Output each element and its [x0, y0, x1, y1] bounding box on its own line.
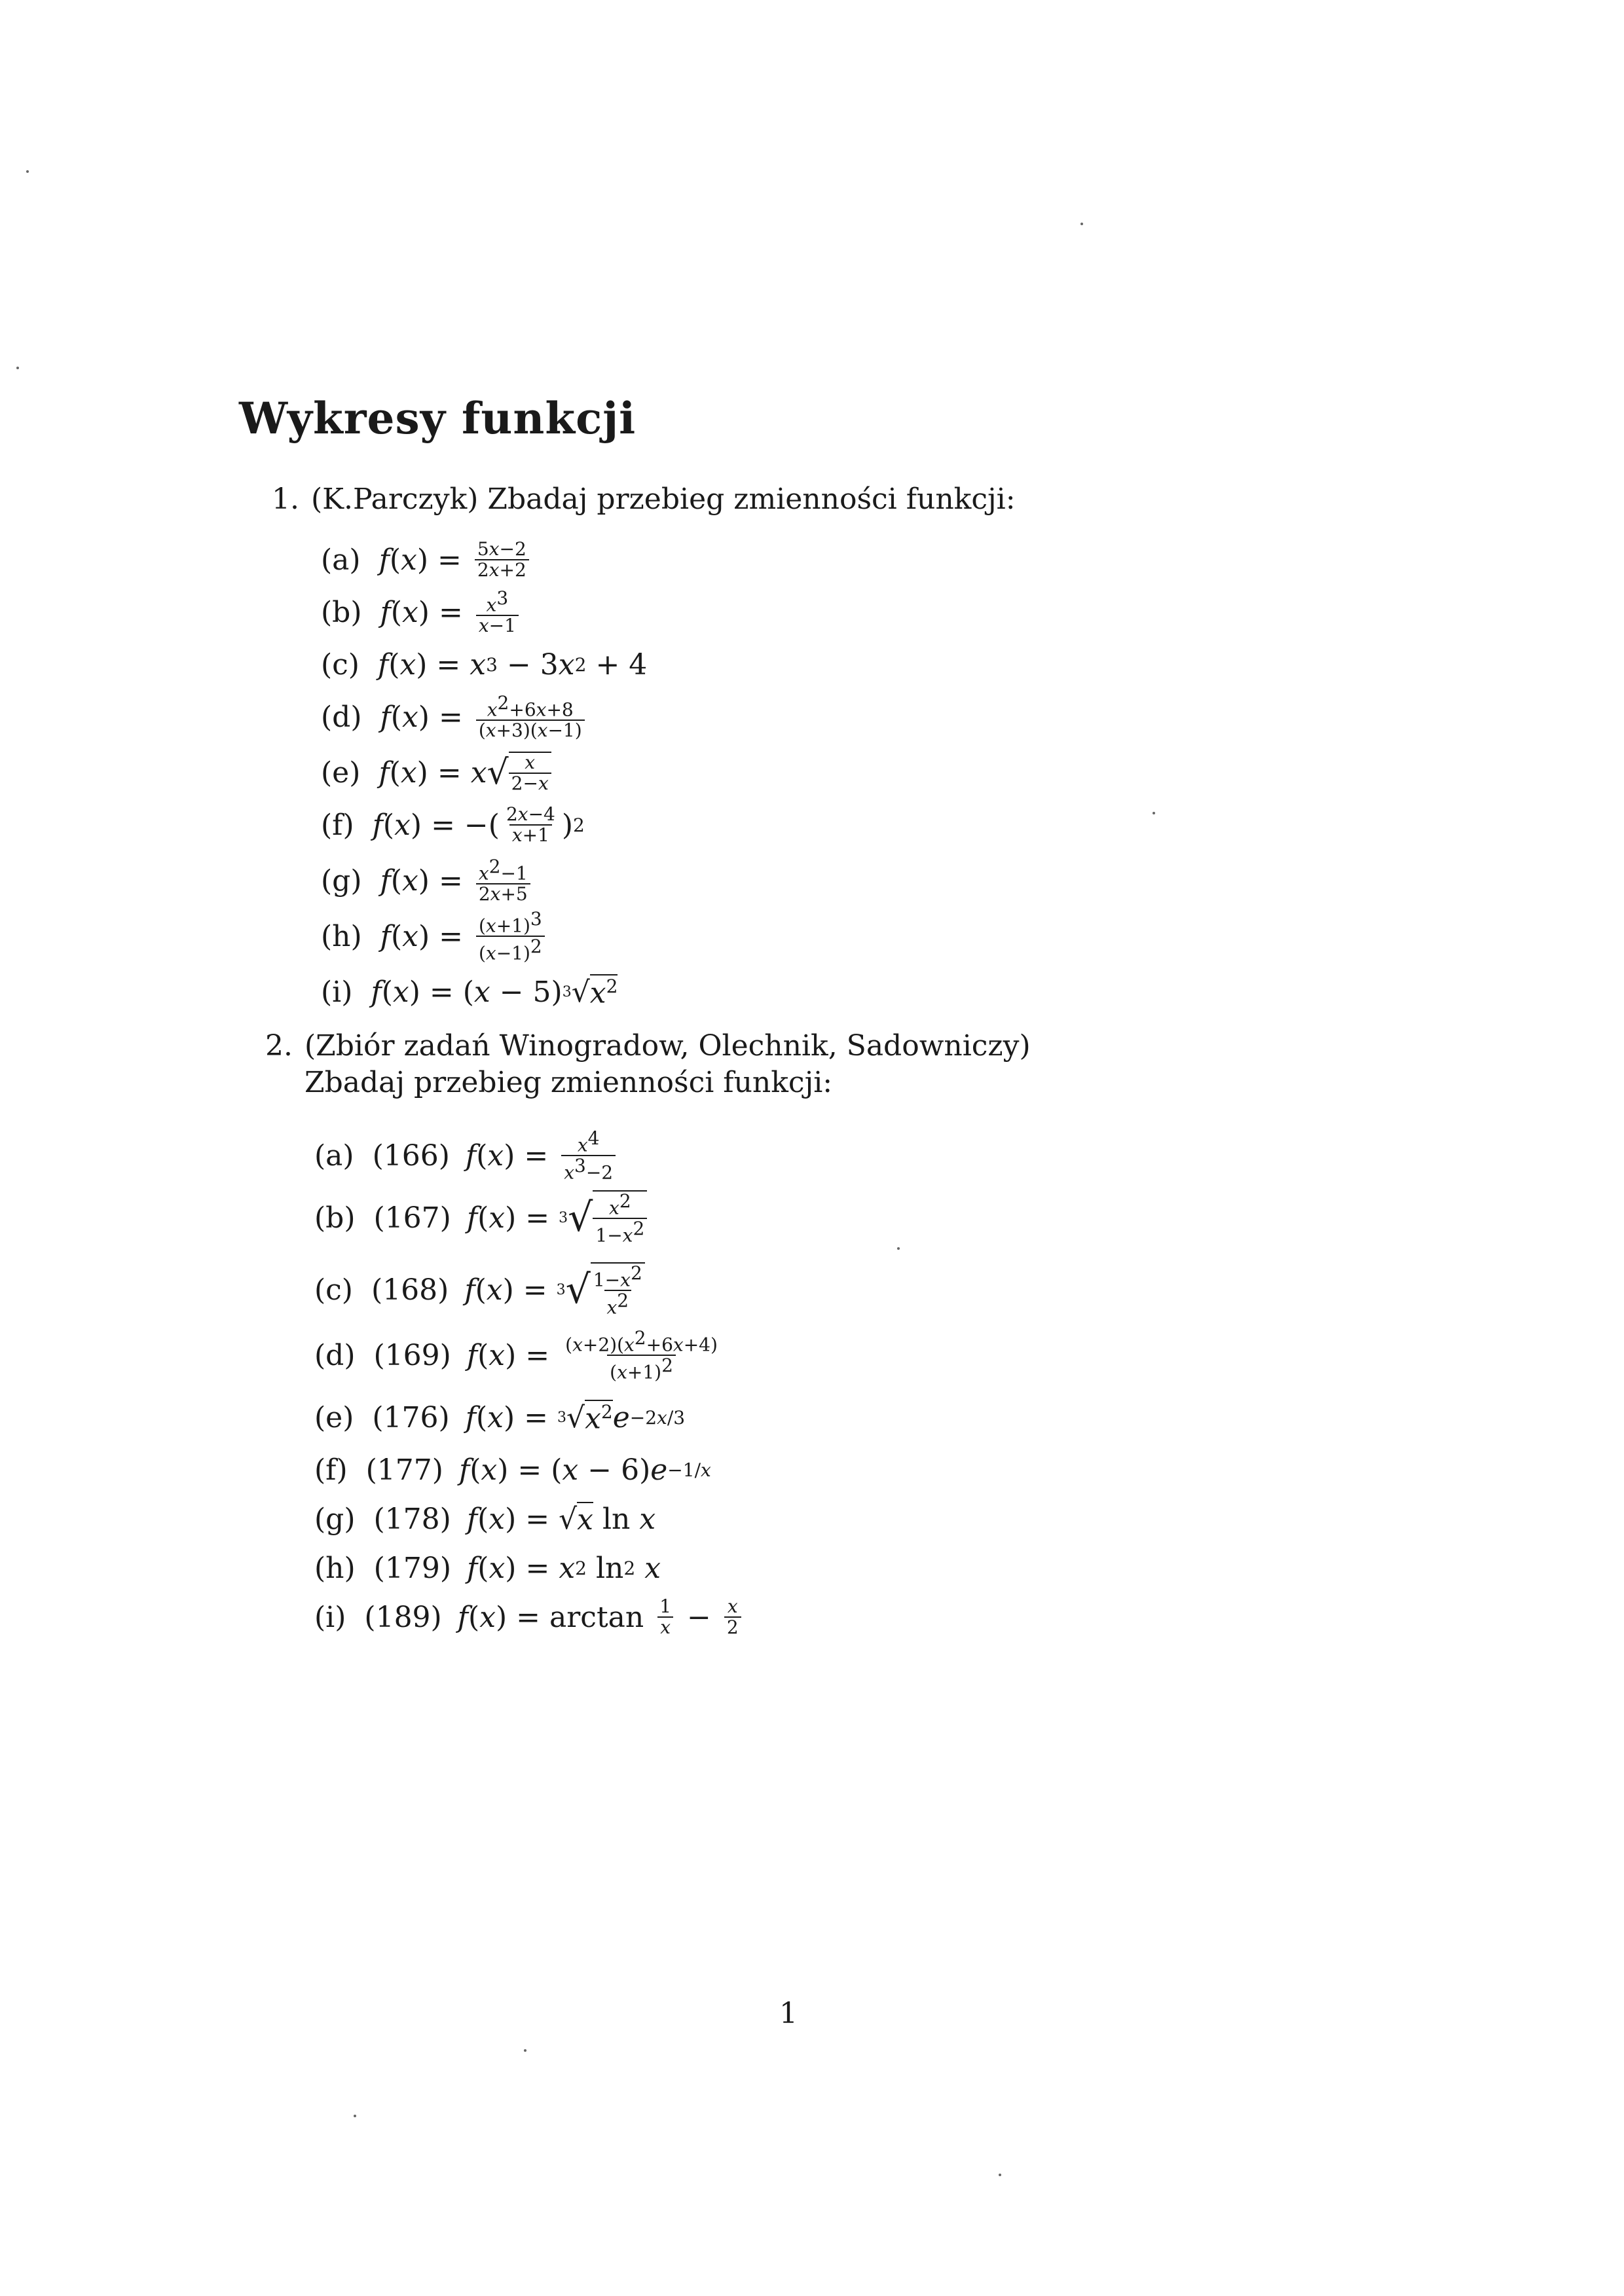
- item-number: (189): [364, 1600, 442, 1634]
- item-label: (i): [321, 975, 353, 1009]
- task-1-item: [321, 589, 523, 635]
- item-number: (178): [373, 1502, 451, 1536]
- item-number: (177): [365, 1453, 443, 1487]
- task-2-item: [314, 1394, 685, 1440]
- formula: f ( x ) = $\frac{x^4}{x^3-2}$: [466, 1129, 619, 1183]
- scan-speck: [354, 2115, 356, 2117]
- task-2: [265, 1028, 1313, 1106]
- item-label: (g): [314, 1502, 356, 1536]
- task-2-item: [314, 1447, 711, 1493]
- formula: f ( x ) = ( x − 5) 3 √ $x^2$: [371, 975, 618, 1010]
- task-1-item: [321, 969, 618, 1015]
- item-label: (e): [321, 756, 361, 790]
- scan-speck: [1153, 812, 1155, 814]
- task-1-number: 1.: [272, 483, 299, 516]
- formula: f ( x ) = arctan $\frac{1}{x}$ − $\frac{x}{2}$: [458, 1597, 745, 1637]
- scan-speck: [1080, 223, 1083, 225]
- task-1-item: [321, 750, 555, 795]
- task-1-text: (K.Parczyk) Zbadaj przebieg zmienności funkcji:: [311, 483, 1016, 516]
- formula: f ( x ) = √ x ln x: [466, 1502, 656, 1537]
- formula: f ( x ) = $\frac{x^2-1}{2x+5}$: [380, 857, 534, 904]
- task-2-text-line-2: Zbadaj przebieg zmienności funkcji:: [304, 1066, 833, 1099]
- task-1-item: [321, 855, 534, 905]
- item-number: (179): [373, 1551, 451, 1585]
- task-2-item: [314, 1496, 655, 1542]
- task-2-text-line-1: (Zbiór zadań Winogradow, Olechnik, Sadowniczy): [304, 1029, 1031, 1063]
- task-2-item: [314, 1190, 651, 1247]
- formula: f ( x ) = $\frac{x^2+6x+8}{(x+3)(x-1)}$: [380, 693, 589, 740]
- task-1-item: [321, 642, 647, 687]
- formula: f ( x ) = $\frac{(x+2)(x^2+6x+4)}{(x+1)^2}$: [466, 1326, 718, 1383]
- item-label: (a): [314, 1139, 354, 1173]
- item-number: (168): [371, 1273, 449, 1307]
- task-2-item: [314, 1545, 661, 1591]
- item-number: (166): [372, 1139, 450, 1173]
- page-title: Wykresy funkcji: [239, 393, 637, 444]
- item-label: (b): [321, 595, 362, 629]
- task-2-item: [314, 1326, 724, 1383]
- task-1-item: [321, 691, 589, 742]
- formula: f ( x ) = x √ $\frac{x}{2-x}$: [378, 752, 555, 793]
- scan-speck: [999, 2174, 1001, 2176]
- formula: f ( x ) = 3 √ $\frac{1-x^2}{x^2}$: [464, 1262, 648, 1318]
- item-label: (h): [314, 1551, 356, 1585]
- item-label: (f): [321, 808, 354, 842]
- formula: f ( x ) = x 2 ln 2 x: [467, 1551, 661, 1585]
- item-number: (167): [373, 1201, 451, 1235]
- scan-speck: [524, 2049, 526, 2052]
- task-2-item: [314, 1262, 649, 1319]
- formula: f ( x ) = $\frac{(x+1)^3}{(x-1)^2}$: [380, 909, 549, 964]
- formula: f ( x ) = x 3 − 3 x 2 + 4: [377, 647, 648, 682]
- formula: f ( x ) = 3 √ $x^2$ e −2x/3: [465, 1400, 686, 1436]
- formula: f ( x ) = $\frac{5x-2}{2x+2}$: [379, 539, 533, 580]
- item-label: (c): [314, 1273, 353, 1307]
- scan-speck: [897, 1247, 900, 1250]
- task-1-item: [321, 907, 549, 964]
- scan-speck: [16, 367, 19, 369]
- task-2-number: 2.: [265, 1029, 293, 1063]
- item-label: (i): [314, 1600, 346, 1634]
- item-label: (h): [321, 919, 362, 953]
- item-label: (f): [314, 1453, 348, 1487]
- item-label: (d): [314, 1338, 356, 1372]
- task-2-item: [314, 1127, 619, 1184]
- item-label: (c): [321, 647, 360, 682]
- item-number: (169): [373, 1338, 451, 1372]
- page-number: 1: [779, 1997, 798, 2030]
- item-label: (b): [314, 1201, 356, 1235]
- item-label: (g): [321, 864, 362, 898]
- item-label: (e): [314, 1400, 354, 1434]
- scan-speck: [26, 170, 29, 173]
- formula: f ( x ) = −( $\frac{2x-4}{x+1}$ ) 2: [372, 803, 585, 846]
- task-1-item: [321, 537, 533, 583]
- formula: f ( x ) = 3 √ $\frac{x^2}{1-x^2}$: [467, 1190, 651, 1246]
- task-1-item: [321, 802, 585, 848]
- item-label: (a): [321, 543, 361, 577]
- item-label: (d): [321, 700, 362, 734]
- formula: f ( x ) = ( x − 6) e −1/x: [458, 1453, 711, 1487]
- item-number: (176): [372, 1400, 450, 1434]
- task-2-item: [314, 1594, 745, 1640]
- task-1: [272, 481, 1254, 520]
- formula: f ( x ) = $\frac{x^3}{x-1}$: [380, 589, 523, 636]
